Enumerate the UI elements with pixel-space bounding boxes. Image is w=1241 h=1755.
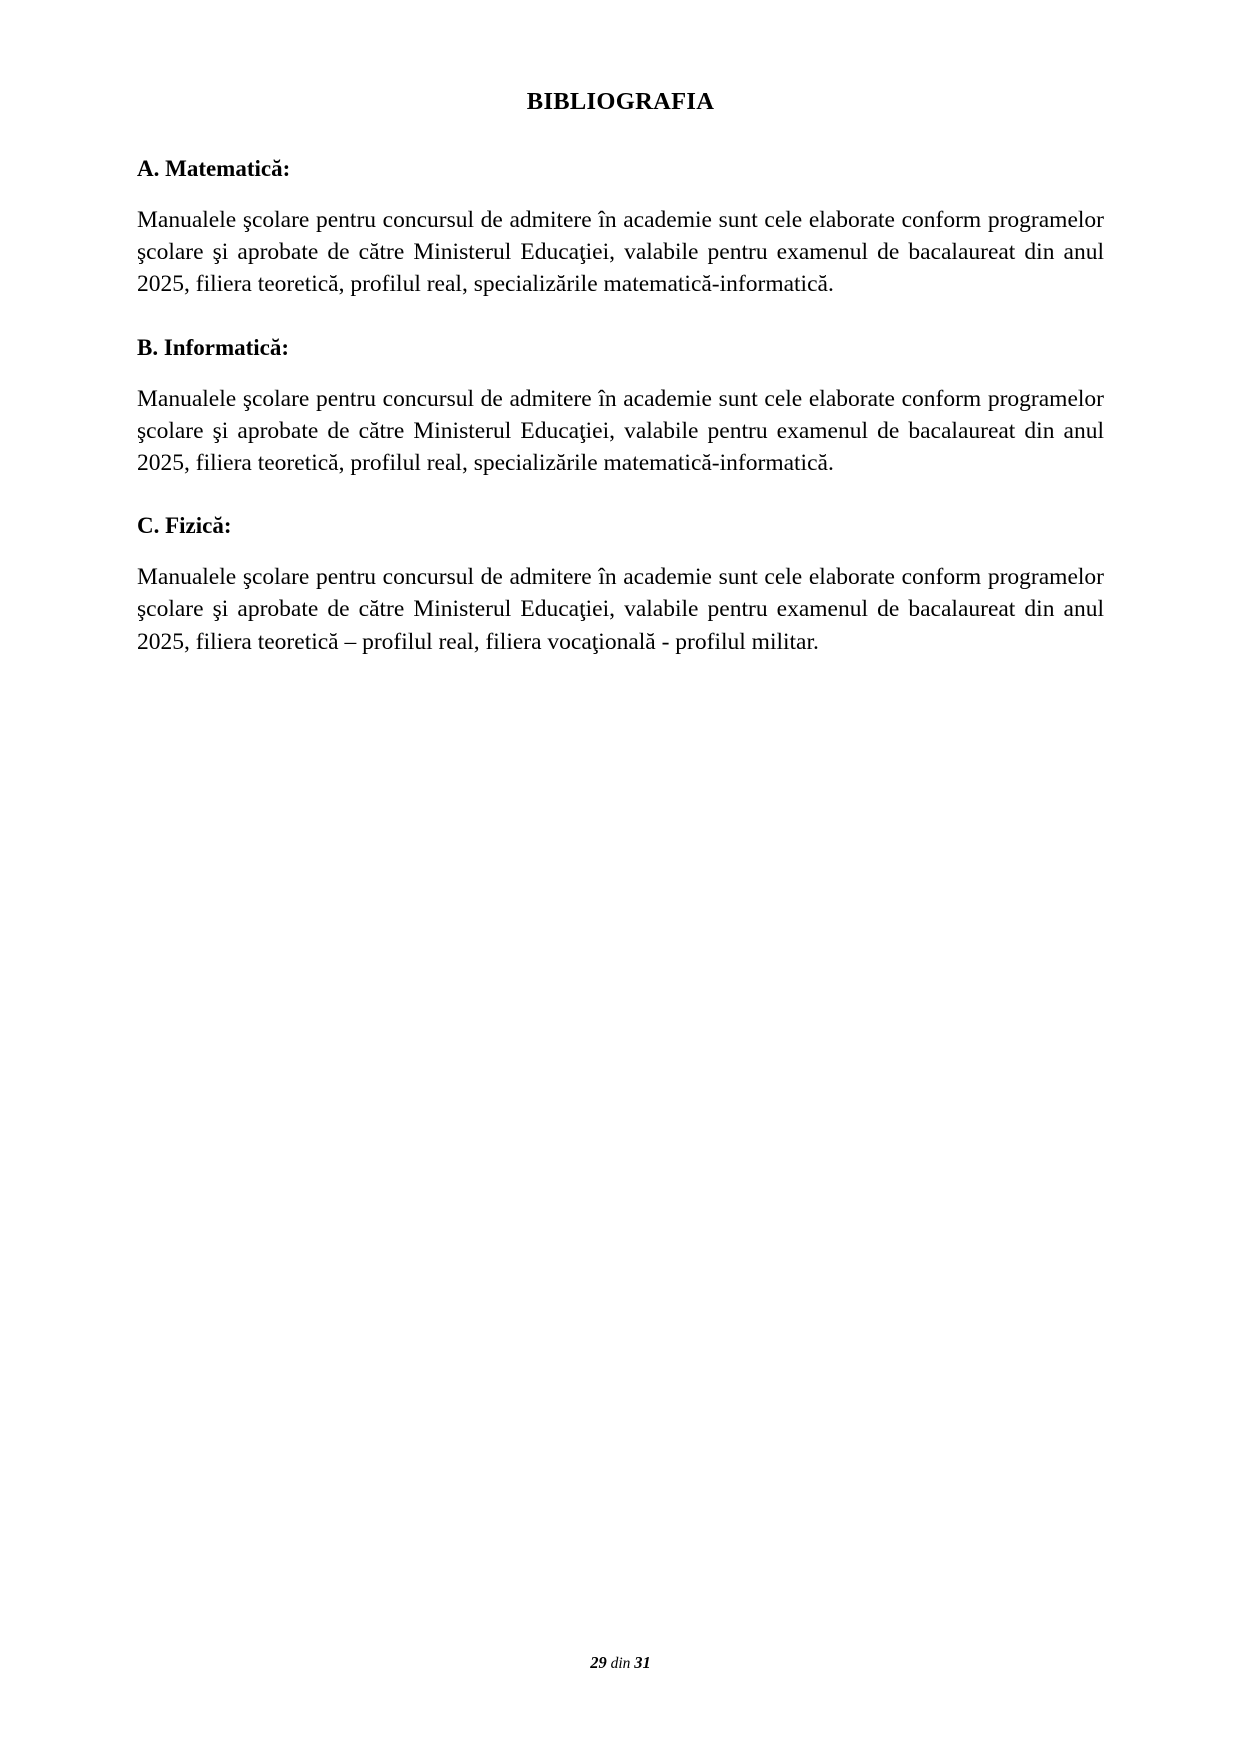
section-heading-matematica: A. Matematică: (137, 156, 291, 181)
section-body-matematica: Manualele şcolare pentru concursul de admitere în academie sunt cele elaborate conform programelor şcolare şi aprobate de către Ministerul Educaţiei, valabile pentru examenul de bacalaureat din anul 2025, filiera teoretică, profilul real, specializările matematică-informatică. (137, 207, 1104, 298)
section-heading-fizica: C. Fizică: (137, 513, 232, 539)
section-heading-informatica: B. Informatică: (137, 334, 290, 360)
footer-page-number: 29 (590, 1653, 607, 1672)
page-footer (0, 1653, 1241, 1673)
section-fizica (135, 513, 1106, 658)
footer-total-pages: 31 (634, 1653, 651, 1672)
section-body-informatica: Manualele şcolare pentru concursul de admitere în academie sunt cele elaborate conform programelor şcolare şi aprobate de către Ministerul Educaţiei, valabile pentru examenul de bacalaureat din anul 2025, filiera teoretică, profilul real, specializările matematică-informatică. (137, 385, 1104, 476)
section-body-fizica: Manualele şcolare pentru concursul de admitere în academie sunt cele elaborate conform programelor şcolare şi aprobate de către Ministerul Educaţiei, valabile pentru examenul de bacalaureat din anul 2025, filiera teoretică – profilul real, filiera vocaţională - profilul militar. (137, 564, 1104, 655)
section-matematica (135, 156, 1106, 301)
section-informatica (135, 335, 1106, 480)
page-title: BIBLIOGRAFIA (526, 88, 715, 115)
footer-separator: din (610, 1655, 631, 1672)
